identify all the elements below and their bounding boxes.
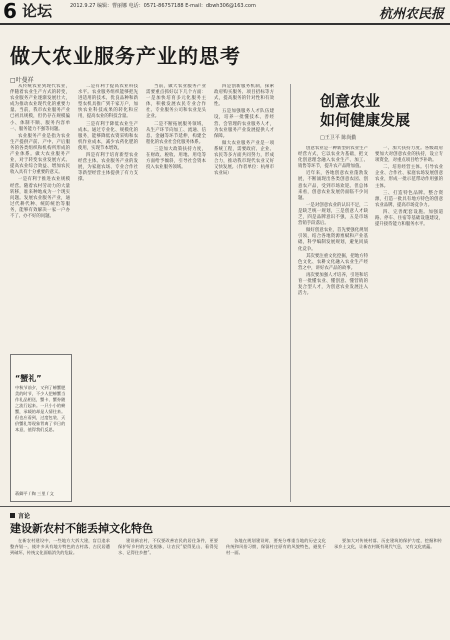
- sidebar-text: 中秋节前夕，又到了螃蟹肥美的时节，不少人把螃蟹当作礼品相送，蟹卡、蟹券随之流行起来。一只小小的螃蟹，承载的却是人情往来。但也应看到，过度包装、天价蟹礼等现象背离了节日的本意，值得我们反思。: [15, 385, 66, 432]
- paragraph: 做好创意农业，首先要强化规划引领，结合各地资源禀赋和产业基础，科学编制发展规划，避免同质化竞争。: [298, 228, 368, 252]
- paragraph: 二、培育经营主体。引导农业企业、合作社、家庭农场发展创意农业，形成一批示范带动作用强的主体。: [375, 165, 443, 189]
- paragraph: 三是加大政策扶持力度，在财政、税收、用地、用电等方面给予倾斜，引导社会资本投入农业服务领域。: [146, 146, 206, 171]
- header-rule: [0, 23, 450, 25]
- paragraph: 四是创新服务机制，探索政府购买服务、项目招标等方式，提高服务的针对性和有效性。: [214, 84, 274, 108]
- column-divider: [290, 84, 291, 502]
- paragraph: 一、加大扶持力度。各级政府要加大对创意农业的扶持，设立专项资金，对重点项目给予补助。: [375, 146, 443, 164]
- sidebar-box: [10, 354, 72, 502]
- paragraph: 农业服务产业是指为农业生产提供产前、产中、产后服务的各类组织和机构所形成的产业体系。做大农业服务产业，对于转变农业发展方式、提高农业综合效益、增加农民收入具有十分重要的意义。: [10, 133, 70, 176]
- paragraph: 创意农业是一种新型的农业生产经营方式，它以农业为基础，把文化创意理念融入农业生产、加工、销售等环节，提升农产品附加值。: [298, 146, 368, 170]
- bottom-column-3: [226, 538, 326, 636]
- header-meta: 2012.9.27 编辑：曹丽娜 电话：0571-86757188 E-mail：dbwh306@163.com: [70, 3, 256, 9]
- article-column-2: [78, 84, 138, 494]
- paragraph: 五是加强服务人才队伍建设，培养一批懂技术、善经营、会管理的农业服务人才，为农业服务产业发展提供人才保障。: [214, 109, 274, 139]
- opinion-tag: [10, 511, 30, 520]
- paragraph: 三、打造特色品牌。整合资源，打造一批具有地方特色的创意农业品牌，提高市场竞争力。: [375, 190, 443, 208]
- paragraph: 四是有利于培育新型农业经营主体。农业服务产业的发展，为家庭农场、专业合作社等新型经营主体提供了有力支撑。: [78, 153, 138, 183]
- paragraph: 四、完善配套设施。加强道路、停车、住宿等基础设施建设，提升接待能力和服务水平。: [375, 209, 443, 228]
- paragraph: 二是有利于提高农业科技水平。农业服务组织能够把先进适用的技术、优良品种和新型农机具推广到千家万户，加快农业科技成果的转化和应用，提高农业的科技含量。: [78, 84, 138, 120]
- square-bullet-icon: [10, 513, 15, 518]
- section-divider: [0, 506, 450, 507]
- paragraph: 要加大对传统村落、历史建筑的保护力度，挖掘和传承乡土文化，让新农村既有现代气息，又有文化底蕴。: [334, 538, 442, 550]
- opinion-tag-label: 言论: [18, 513, 31, 520]
- page-header: [0, 0, 450, 22]
- sub-article-byline: □王卫平 陈尚勤: [320, 135, 357, 141]
- bottom-column-2: [118, 538, 218, 636]
- article-headline: 做大农业服务产业的思考: [10, 44, 241, 68]
- paragraph: 其次要注重文化挖掘，把地方特色文化、农耕文化融入农业生产经营之中，讲好农产品的故事。: [298, 253, 368, 271]
- bottom-headline: 建设新农村不能丢掉文化特色: [10, 522, 153, 535]
- article-column-4: [214, 84, 274, 494]
- paragraph: 做大农业服务产业是一项系统工程，需要政府、企业、农民等多方面共同努力，形成合力，推动我市现代农业又好又快发展。（作者单位：杭州市农业局）: [214, 140, 274, 177]
- paragraph: 各地在规划建设时，要充分尊重当地的历史文化传统和风俗习惯，保留村庄原有的风貌特色，避免千村一面。: [226, 538, 326, 556]
- paragraph: 从传统农业到现代农业，伴随着农业生产方式的转变，农业服务产业逐渐发展壮大，成为推动农业现代化的重要力量。当前，我市农业服务产业已初具规模，但仍存在规模偏小、体制不顺、服务内容单一、服务能力不强等问题。: [10, 84, 70, 132]
- paragraph: 再次要加强人才培养，引进和培育一批懂农业、懂创意、懂营销的复合型人才，为创意农业发展注入活力。: [298, 272, 368, 297]
- paragraph: 在新农村建设中，一些地方大拆大建，盲目追求整齐划一，使许多具有地方特色的古村落、古民居遭到破坏，传统文化面临消失的危险。: [10, 538, 110, 556]
- article-column-3: [146, 84, 206, 494]
- bottom-column-4: [334, 538, 442, 636]
- section-title: 论坛: [22, 2, 53, 20]
- page-number: 6: [3, 0, 17, 23]
- paragraph: 三是有利于降低农业生产成本。通过专业化、规模化的服务，能够降低农资采购和农机作业成本，减少农药化肥的使用，实现节本增效。: [78, 121, 138, 151]
- paragraph: 一是有利于推进农业规模经营。随着农村劳动力的大量转移，谁来种地成为一个现实问题。发展农业服务产业，通过代耕代种、统防统治等服务，能够有效解决一家一户办不了、办不好的问题。: [10, 177, 70, 219]
- article-byline: □叶曼祥: [10, 77, 34, 84]
- paragraph: 二是不断拓展服务领域，从生产环节向加工、流通、信息、金融等环节延伸，构建全程化的农业社会化服务体系。: [146, 121, 206, 145]
- sub-title-line-2: 如何健康发展: [320, 111, 411, 129]
- newspaper-brand: 杭州农民报: [378, 7, 444, 22]
- paragraph: 当前，做大农业服务产业需要重点抓好以下几个方面：一是加快培育多元化服务主体，积极发展农民专业合作社、专业服务公司和农业龙头企业。: [146, 84, 206, 120]
- sub-title-line-1: 创意农业: [320, 92, 381, 110]
- paragraph: 近年来，各地创意农业蓬勃发展，不断涌现出各类创意农园、创意农产品，受到市场欢迎。但总体来看，创意农业发展仍面临不少问题。: [298, 171, 368, 201]
- article-column-1: [10, 84, 70, 346]
- sidebar-title: “蟹礼”: [15, 374, 42, 383]
- sidebar-author: 蒋卿平 / 陶 三里 / 文: [15, 491, 54, 496]
- article-column-7: [375, 146, 443, 502]
- bottom-column-1: [10, 538, 110, 636]
- sub-article-title: [320, 92, 410, 130]
- paragraph: 一是对创意农业的认识不足，二是缺乏统一规划，三是创意人才缺乏，四是品牌意识不强，五是市场营销手段落后。: [298, 202, 368, 227]
- article-column-5: [298, 146, 368, 502]
- paragraph: 建设新农村，不仅要改善农民的居住条件，更要保护好乡村的文化根脉，让农民“望得见山、看得见水、记得住乡愁”。: [118, 538, 218, 556]
